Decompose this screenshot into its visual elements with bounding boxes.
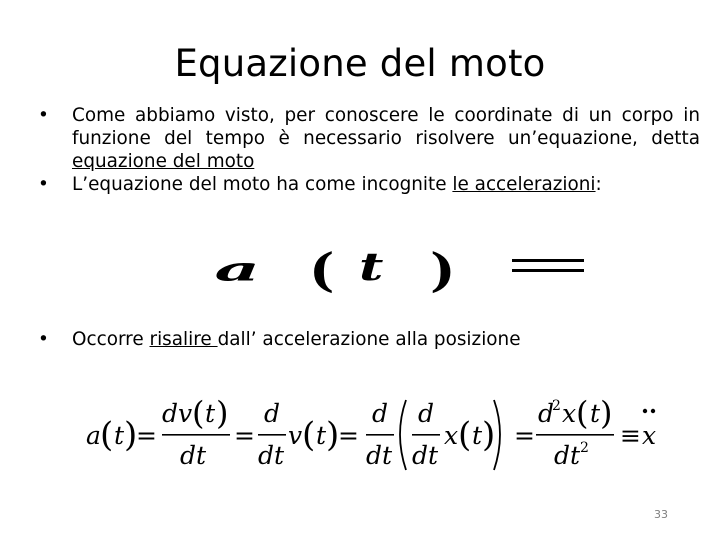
eq2-paren-open-3: ( xyxy=(302,415,316,455)
bullet-3-prefix: Occorre xyxy=(72,329,150,350)
bullet-2-underlined: le accelerazioni xyxy=(452,174,596,195)
eq2-x-1: x xyxy=(444,421,459,450)
eq1-right-paren: ) xyxy=(430,242,456,297)
eq1-a: a xyxy=(214,250,260,288)
eq2-x-2: x xyxy=(562,399,577,428)
bullet-dot: • xyxy=(38,174,49,195)
equation-acceleration-of-time xyxy=(205,240,605,300)
equation-derivative-chain xyxy=(80,392,680,482)
eq2-fraction-bar-2 xyxy=(258,434,286,436)
eq2-paren-open-5: ( xyxy=(576,394,589,432)
eq2-dv: dv xyxy=(162,399,193,428)
eq2-equals-2: = xyxy=(234,421,255,450)
eq2-paren-open-1: ( xyxy=(100,415,114,455)
bullet-3-suffix: dall’ accelerazione alla posizione xyxy=(217,329,521,350)
bullet-2-suffix: : xyxy=(595,174,602,195)
bullet-3-underlined: risalire xyxy=(149,329,218,350)
eq2-dt-2: dt xyxy=(258,441,285,470)
slide-title: Equazione del moto xyxy=(174,42,546,85)
eq2-paren-open-4: ( xyxy=(458,415,472,455)
bullet-item-3 xyxy=(38,328,720,351)
eq1-equals-top-bar xyxy=(512,259,584,262)
bullet-1-line-2: funzione del tempo è necessario risolvere un’equazione, detta xyxy=(72,128,700,149)
eq2-fraction-bar-1 xyxy=(162,434,230,436)
eq2-dt-3: dt xyxy=(366,441,393,470)
bullet-dot: • xyxy=(38,105,49,126)
eq2-d-3: d xyxy=(418,399,435,428)
eq2-equals-4: = xyxy=(514,421,535,450)
eq1-left-paren: ( xyxy=(309,242,335,297)
eq2-t-2: t xyxy=(205,399,216,428)
eq2-dt-squared: dt xyxy=(554,441,581,470)
eq2-paren-close-2: ) xyxy=(216,394,229,432)
eq2-t-3: t xyxy=(316,421,327,450)
eq2-fraction-bar-5 xyxy=(536,434,614,436)
eq2-dt-1: dt xyxy=(180,441,207,470)
eq2-dt-4: dt xyxy=(412,441,439,470)
eq2-paren-close-5: ) xyxy=(600,394,613,432)
eq2-paren-open-2: ( xyxy=(192,394,205,432)
eq2-big-paren-open xyxy=(400,400,406,470)
eq2-identity-sign: ≡ xyxy=(620,421,641,450)
bullet-list xyxy=(38,104,700,196)
eq2-a: a xyxy=(86,421,101,450)
eq1-equals-bottom-bar xyxy=(512,269,584,272)
eq2-double-dot-right xyxy=(651,409,655,413)
eq2-t-5: t xyxy=(590,399,601,428)
bullet-1-line-1: Come abbiamo visto, per conoscere le coordinate di un corpo in xyxy=(72,105,700,126)
eq2-paren-close-1: ) xyxy=(124,415,138,455)
eq2-equals-1: = xyxy=(136,421,157,450)
eq2-superscript-2-denominator: 2 xyxy=(580,440,589,456)
eq2-t-4: t xyxy=(472,421,483,450)
bullet-item-2 xyxy=(38,173,700,196)
bullet-item-1 xyxy=(38,104,700,173)
eq2-double-dot-left xyxy=(643,409,647,413)
bullet-2-prefix: L’equazione del moto ha come incognite xyxy=(72,174,453,195)
eq2-t-1: t xyxy=(114,421,125,450)
eq2-d-1: d xyxy=(264,399,281,428)
eq2-fraction-bar-4 xyxy=(412,434,440,436)
eq2-equals-3: = xyxy=(338,421,359,450)
bullet-dot: • xyxy=(38,329,49,350)
eq2-d-2: d xyxy=(372,399,389,428)
eq2-fraction-bar-3 xyxy=(366,434,394,436)
eq2-paren-close-3: ) xyxy=(326,415,340,455)
eq2-d-squared-numerator: d xyxy=(538,399,555,428)
eq2-paren-close-4: ) xyxy=(482,415,496,455)
bullet-1-underlined-term: equazione del moto xyxy=(72,151,255,172)
page-number: 33 xyxy=(654,508,668,521)
eq2-superscript-2-numerator: 2 xyxy=(552,398,561,414)
eq1-t: t xyxy=(359,244,384,290)
eq2-x-double-dot: x xyxy=(642,421,657,450)
eq2-v: v xyxy=(288,421,303,450)
